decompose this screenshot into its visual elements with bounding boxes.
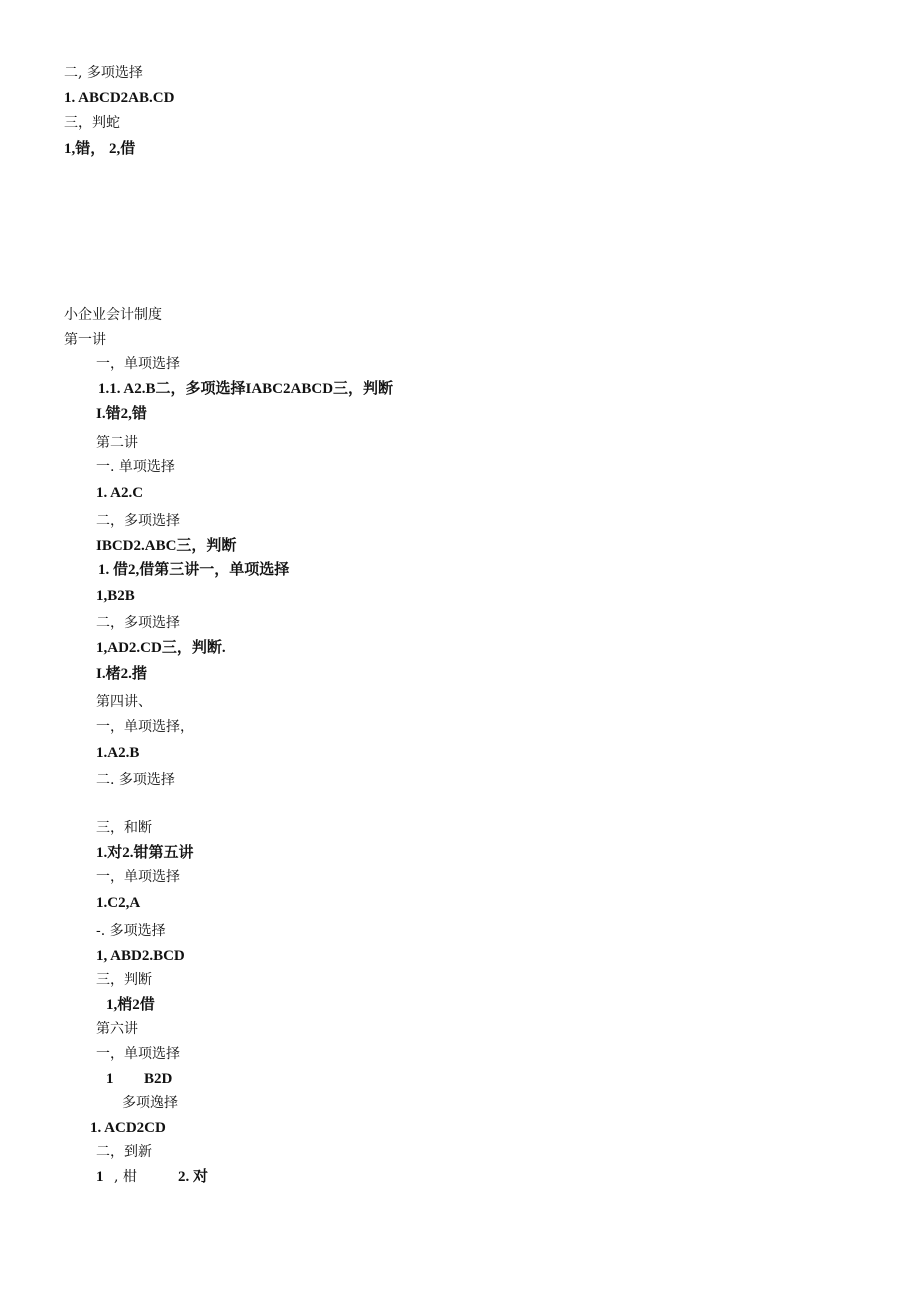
lecture-heading: 第六讲 [96, 1021, 138, 1037]
answer-text: , 柑 [114, 1169, 137, 1185]
section-heading: 二，多项选择 [96, 615, 180, 631]
answer-line: 1, ABD2.BCD [96, 948, 185, 964]
answer-line: B2D [144, 1071, 173, 1087]
section-heading: 一，单项选择 [96, 356, 180, 372]
section-heading: 一，单项选择 [96, 869, 180, 885]
section-heading: -. 多项选择 [96, 923, 166, 939]
document-title: 小企业会计制度 [64, 307, 162, 323]
answer-line: IBCD2.ABC三，判断 [96, 538, 237, 554]
lecture-heading: 第四讲、 [96, 694, 152, 710]
answer-line: 1,错， 2,借 [64, 141, 136, 157]
section-heading: 多项逸择 [122, 1095, 178, 1111]
answer-number: 1 [96, 1169, 104, 1185]
section-heading: 一. 单项选择 [96, 459, 175, 475]
section-heading: 二，到新 [96, 1144, 152, 1160]
answer-line: 1.对2.钳第五讲 [96, 845, 194, 861]
section-heading: 一，单项选择， [96, 719, 194, 735]
answer-line: 1.A2.B [96, 745, 140, 761]
section-heading: 三，判断 [96, 972, 152, 988]
section-heading: 三，和断 [96, 820, 152, 836]
answer-line: 1.1. A2.B二，多项选择IABC2ABCD三，判断 [98, 381, 394, 397]
answer-line: 1. ABCD2AB.CD [64, 90, 175, 106]
heading-true-false: 三，判蛇 [64, 115, 120, 131]
answer-number: 1 [106, 1071, 114, 1087]
section-heading: 二. 多项选择 [96, 772, 175, 788]
answer-line: 1.C2,A [96, 895, 141, 911]
section-heading: 一，单项选择 [96, 1046, 180, 1062]
heading-multiple-choice: 二, 多项选择 [64, 65, 143, 81]
answer-line: 1,B2B [96, 588, 135, 604]
section-heading: 二，多项选择 [96, 513, 180, 529]
lecture-heading: 第一讲 [64, 332, 106, 348]
answer-line: 1. A2.C [96, 485, 144, 501]
answer-line: 1. 借2,借第三讲一，单项选择 [98, 562, 290, 578]
answer-line: I.楮2.揩 [96, 666, 147, 682]
answer-text: 2. 对 [178, 1169, 209, 1185]
lecture-heading: 第二讲 [96, 435, 138, 451]
answer-line: 1. ACD2CD [90, 1120, 166, 1136]
answer-line: 1,梢2借 [106, 997, 155, 1013]
answer-line: I.错2,错 [96, 406, 147, 422]
answer-line: 1,AD2.CD三，判断. [96, 640, 226, 656]
